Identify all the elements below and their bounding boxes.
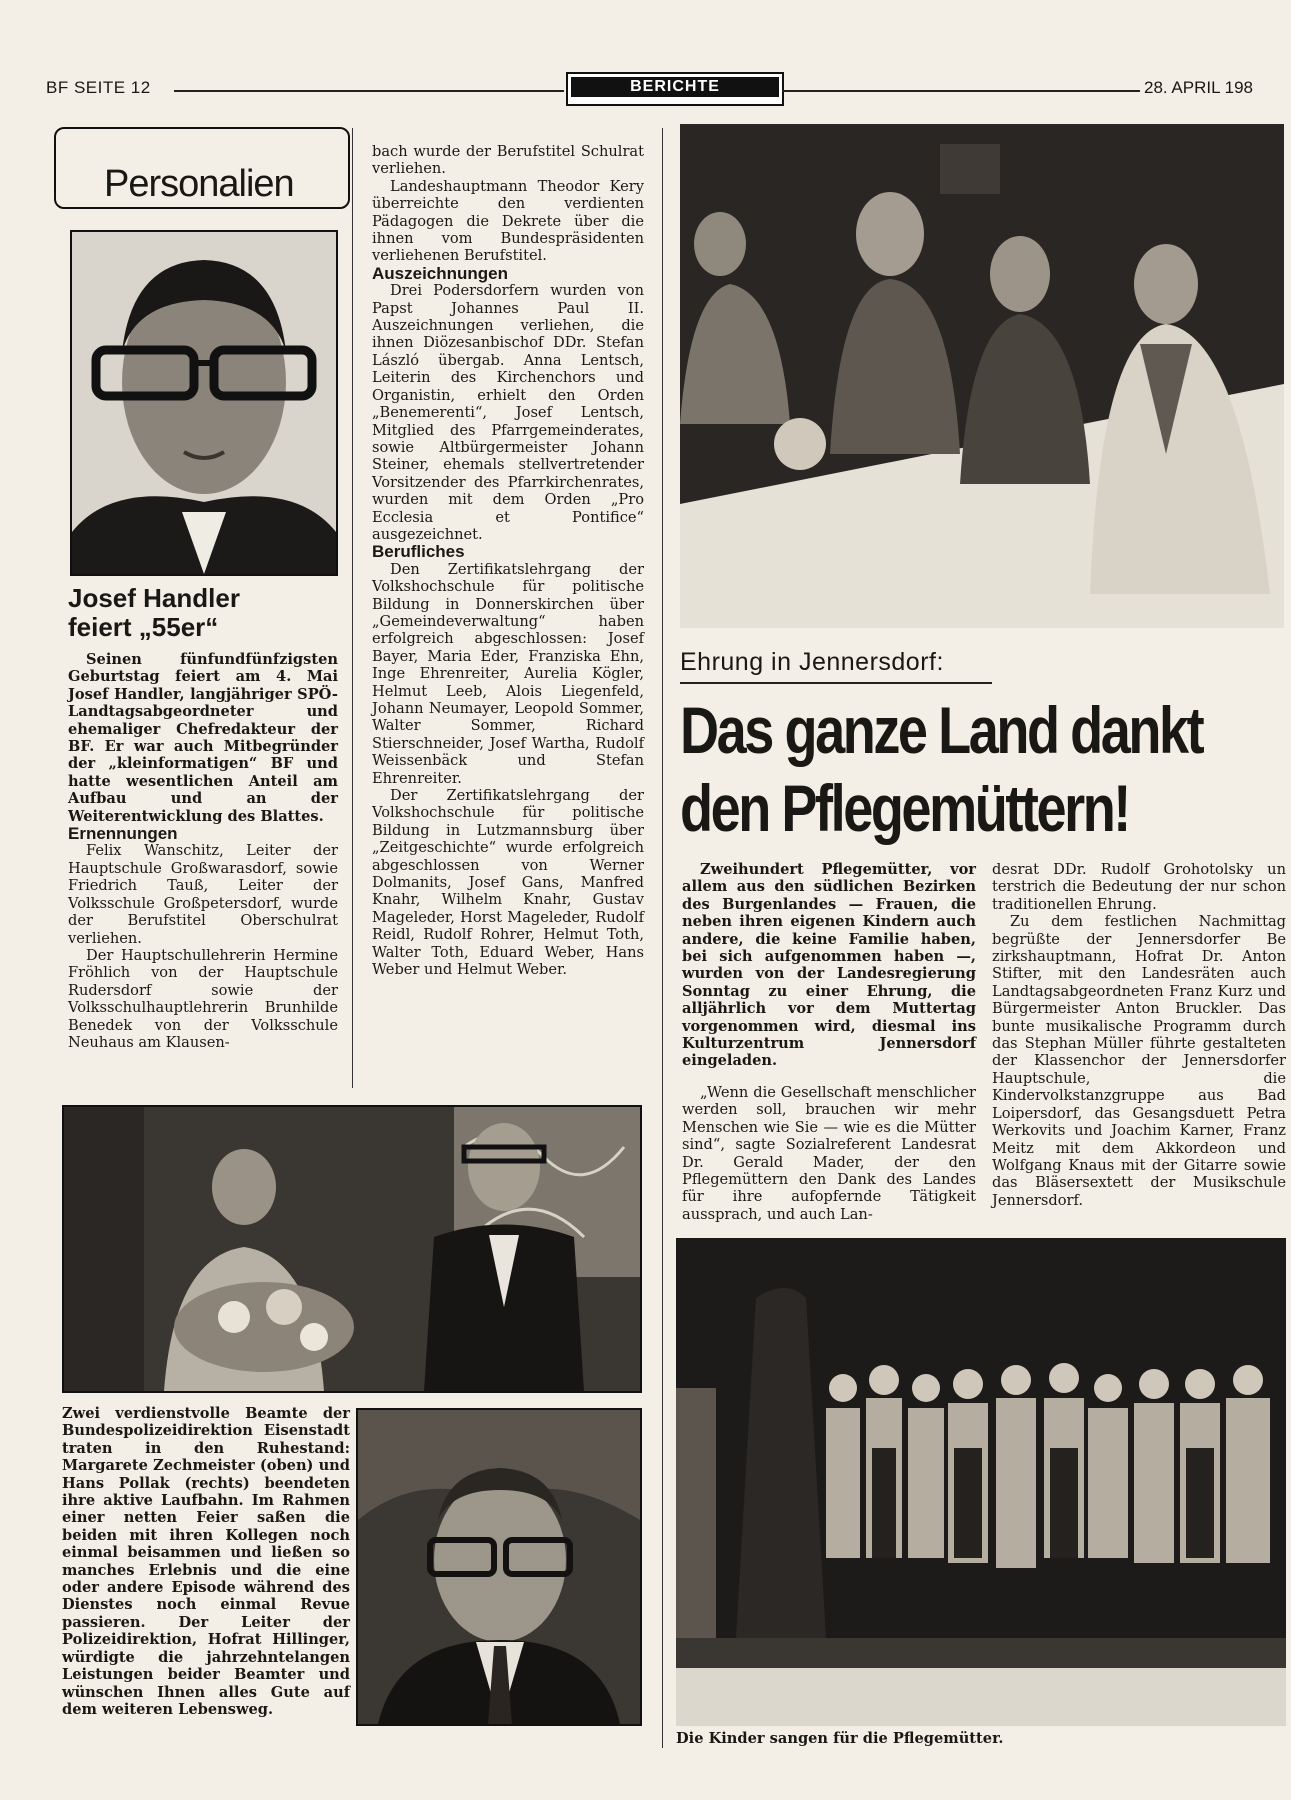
kinder-photo bbox=[676, 1238, 1286, 1726]
jennersdorf-headline-1: Das ganze Land dankt bbox=[680, 693, 1203, 767]
kinder-caption: Die Kinder sangen für die Pflegemütter. bbox=[676, 1730, 1004, 1747]
col2-p1: bach wurde der Berufstitel Schulrat verliehen. bbox=[372, 143, 644, 178]
jennersdorf-col2 bbox=[992, 861, 1286, 1209]
beamte-caption: Zwei verdienstvolle Beamte der Bundespolizeidirektion Eisenstadt traten in den Ruhestand: Margarete Zechmeister (oben) und Hans Pollak (rechts) beendeten ihre aktive Laufbahn. Im Rahmen einer netten Feier saßen die beiden mit ihren Kollegen noch einmal beisammen und ließen so manches Erlebnis und die eine oder andere Episode während des Dienstes noch einmal Revue passieren. Der Leiter der Polizeidirektion, Hofrat Hillinger, würdigte die jahrzehntelangen Leistungen beider Beamter und wünschen Ihnen alles Gute auf dem weiteren Lebensweg. bbox=[62, 1405, 350, 1718]
handler-portrait bbox=[70, 230, 338, 576]
jennersdorf-headline-2: den Pflegemüttern! bbox=[680, 771, 1129, 845]
auszeichnungen-p1: Drei Podersdorfern wurden von Papst Johannes Paul II. Auszeichnungen verliehen, die ihnen Diözesanbischof DDr. Stefan László übergab. Anna Lentsch, Leiterin des Kirchenchors und Organistin, erhielt den Orden „Benemerenti“, Josef Lentsch, Mitglied des Pfarrgemeinderates, sowie Altbürgermeister Johann Steiner, ehemals stellvertretender Vorsitzender des Pfarrkirchenrates, wurden mit dem Orden „Pro Ecclesia et Pontifice“ ausgezeichnet. bbox=[372, 282, 644, 543]
jennersdorf-lead: Zweihundert Pflegemütter, vor allem aus den südlichen Bezirken des Burgenlandes — Frauen, die neben ihren eigenen Kindern auch andere, die keine Familie haben, bei sich aufgenommen haben —, wurden von der Landesregierung Sonntag zu einer Ehrung, die alljährlich vor dem Muttertag vorgenommen wird, diesmal ins Kulturzentrum Jennersdorf eingeladen. bbox=[682, 861, 976, 1070]
issue-date: 28. APRIL 198 bbox=[1144, 78, 1254, 97]
pollak-photo bbox=[356, 1408, 642, 1726]
zechmeister-photo bbox=[62, 1105, 642, 1393]
handler-headline-line: feiert „55er“ bbox=[68, 612, 219, 642]
header-rule-left bbox=[174, 90, 564, 92]
personalien-col2 bbox=[372, 143, 644, 979]
kicker-rule bbox=[680, 682, 992, 684]
ernennungen-p2: Der Hauptschullehrerin Hermine Fröhlich von der Hauptschule Rudersdorf sowie der Volksschulhauptlehrerin Brunhilde Benedek von der Volksschule Neuhaus am Klausen- bbox=[68, 946, 338, 1051]
col2-p2: Landeshauptmann Theodor Kery überreichte den verdienten Pädagogen die Dekrete über die ihnen vom Bundespräsidenten verliehenen Berufstitel. bbox=[372, 177, 644, 265]
header-rule-right bbox=[782, 90, 1140, 92]
berufliches-p1: Den Zertifikatslehrgang der Volkshochschule für politische Bildung in Donnerskirchen über „Gemeindeverwaltung“ haben erfolgreich abgeschlossen: Josef Bayer, Maria Eder, Franziska Ehn, Inge Ehrenreiter, Aurelia Kögler, Helmut Leeb, Alois Liegenfeld, Johann Neumayer, Leopold Sommer, Walter Sommer, Richard Stierschneider, Josef Wartha, Rudolf Weissenbäck und Stefan Ehrenreiter. bbox=[372, 560, 644, 787]
page-label: BF SEITE 12 bbox=[46, 78, 151, 97]
berufliches-heading: Berufliches bbox=[372, 542, 465, 562]
ernennungen-p1: Felix Wanschitz, Leiter der Hauptschule Großwarasdorf, sowie Friedrich Tauß, Leiter der Volksschule Großpetersdorf, wurde der Berufstitel Oberschulrat verliehen. bbox=[68, 842, 338, 947]
jennersdorf-kicker: Ehrung in Jennersdorf: bbox=[680, 648, 944, 676]
personalien-col1 bbox=[68, 651, 338, 1051]
section-badge bbox=[566, 72, 784, 106]
pflegemuetter-photo bbox=[680, 124, 1284, 628]
column-rule bbox=[662, 128, 663, 1748]
jennersdorf-quote: „Wenn die Gesellschaft menschlicher werden soll, brauchen wir mehr Menschen wie Sie — wie es die Mütter sind“, sagte Sozialreferent Landesrat Dr. Gerald Mader, der den Pflegemüttern den Dank des Landes für ihre aufopfernde Tätigkeit aussprach, und auch Lan- bbox=[682, 1083, 976, 1223]
ernennungen-heading: Ernennungen bbox=[68, 824, 178, 844]
section-label: BERICHTE bbox=[571, 77, 779, 97]
jennersdorf-col2-p2: Zu dem festlichen Nachmittag begrüßte der Jennersdorfer Be zirkshauptmann, Hofrat Dr. Anton Stifter, mit den Landesräten auch Landtagsabgeordneten Franz Kurz und Bürgermeister Anton Bruckler. Das bunte musikalische Programm durch das Stephan Müller führte gestalteten der Klassenchor der Jennersdorfer Hauptschule, die Kindervolkstanzgruppe aus Bad Loipersdorf, das Gesangsduett Petra Werkovits und Joachim Karner, Franz Meitz mit dem Akkordeon und Wolfgang Knaus mit der Gitarre sowie das Bläsersextett der Musikschule Jennersdorf. bbox=[992, 913, 1286, 1209]
handler-headline bbox=[68, 584, 348, 642]
personalien-title: Personalien bbox=[100, 163, 298, 206]
jennersdorf-col1 bbox=[682, 861, 976, 1223]
handler-headline-line: Josef Handler bbox=[68, 583, 240, 613]
jennersdorf-col2-p1: desrat DDr. Rudolf Grohotolsky un terstrich die Bedeutung der nur schon traditionellen Ehrung. bbox=[992, 861, 1286, 913]
auszeichnungen-heading: Auszeichnungen bbox=[372, 263, 509, 283]
handler-body: Seinen fünfundfünfzigsten Geburtstag feiert am 4. Mai Josef Handler, langjähriger SPÖ-Landtagsabgeordneter und ehemaliger Chefredakteur der BF. Er war auch Mitbegründer der „kleinformatigen“ BF und hatte wesentlichen Anteil am Aufbau und an der Weiterentwicklung des Blattes. bbox=[68, 651, 338, 825]
column-rule bbox=[352, 128, 353, 1088]
berufliches-p2: Der Zertifikatslehrgang der Volkshochschule für politische Bildung in Lutzmannsburg über „Zeitgeschichte“ wurde erfolgreich abgeschlossen von Werner Dolmanits, Josef Gans, Manfred Knahr, Wilhelm Knahr, Gustav Mageleder, Horst Mageleder, Rudolf Reidl, Rudolf Rohrer, Helmut Toth, Walter Toth, Eduard Weber, Hans Weber und Helmut Weber. bbox=[372, 787, 644, 979]
